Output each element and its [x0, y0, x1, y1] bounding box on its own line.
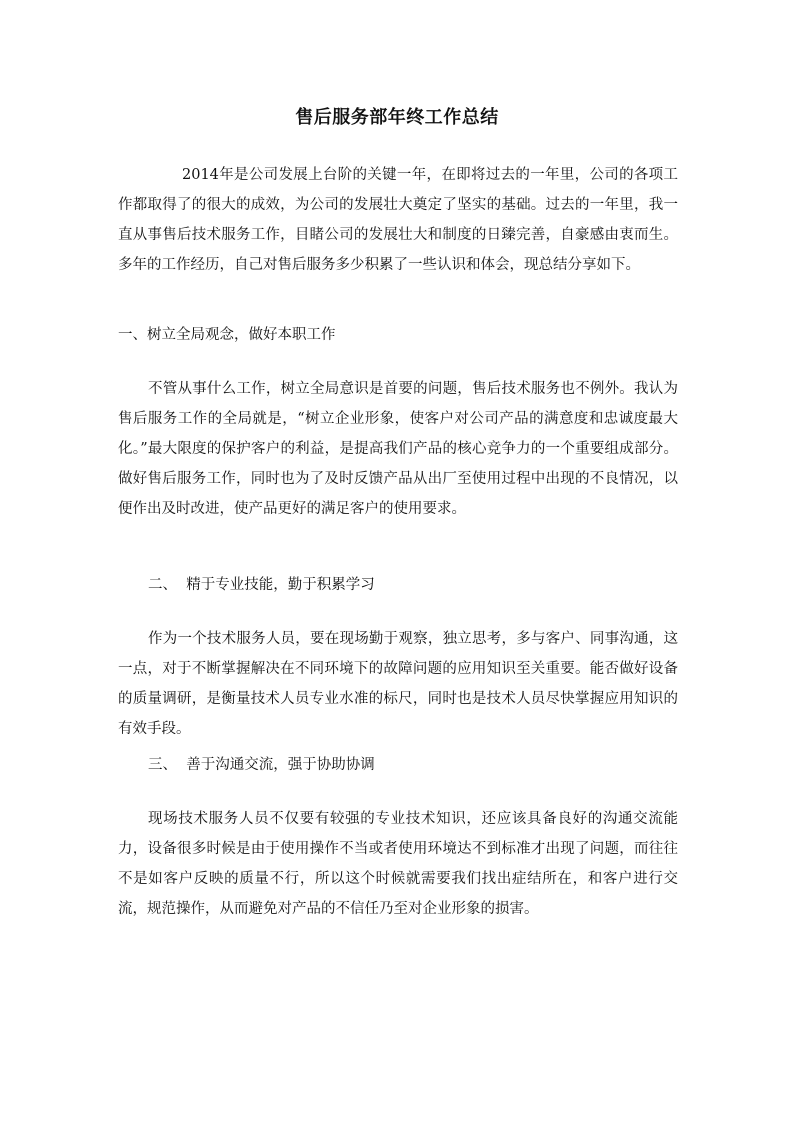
section-body-1: 不管从事什么工作，树立全局意识是首要的问题，售后技术服务也不例外。我认为售后服务工作的全局就是，“树立企业形象，使客户对公司产品的满意度和忠诚度最大化。”最大限度的保护客户的利益，是提高我们产品的核心竞争力的一个重要组成部分。做好售后服务工作，同时也为了及时反馈产品从出厂至使用过程中出现的不良情况，以便作出及时改进，使产品更好的满足客户的使用要求。 [118, 381, 678, 517]
intro-paragraph: 2014年是公司发展上台阶的关键一年，在即将过去的一年里，公司的各项工作都取得了的很大的成效，为公司的发展壮大奠定了坚实的基础。过去的一年里，我一直从事售后技术服务工作，目睹公司的发展壮大和制度的日臻完善，自豪感由衷而生。多年的工作经历，自己对售后服务多少积累了一些认识和体会，现总结分享如下。 [118, 167, 678, 273]
section-heading-3: 三、 善于沟通交流，强于协助协调 [148, 757, 375, 773]
document-title: 售后服务部年终工作总结 [295, 107, 499, 128]
section-body-2: 作为一个技术服务人员，要在现场勤于观察，独立思考，多与客户、同事沟通，这一点，对于不断掌握解决在不同环境下的故障问题的应用知识至关重要。能否做好设备的质量调研，是衡量技术人员专业水准的标尺，同时也是技术人员尽快掌握应用知识的有效手段。 [118, 631, 678, 737]
section-heading-2: 二、 精于专业技能，勤于积累学习 [148, 577, 375, 593]
section-body-3: 现场技术服务人员不仅要有较强的专业技术知识，还应该具备良好的沟通交流能力，设备很多时候是由于使用操作不当或者使用环境达不到标准才出现了问题，而往往不是如客户反映的质量不行，所以这个时候就需要我们找出症结所在，和客户进行交流，规范操作，从而避免对产品的不信任乃至对企业形象的损害。 [118, 811, 678, 917]
section-heading-1: 一、树立全局观念，做好本职工作 [118, 327, 336, 343]
